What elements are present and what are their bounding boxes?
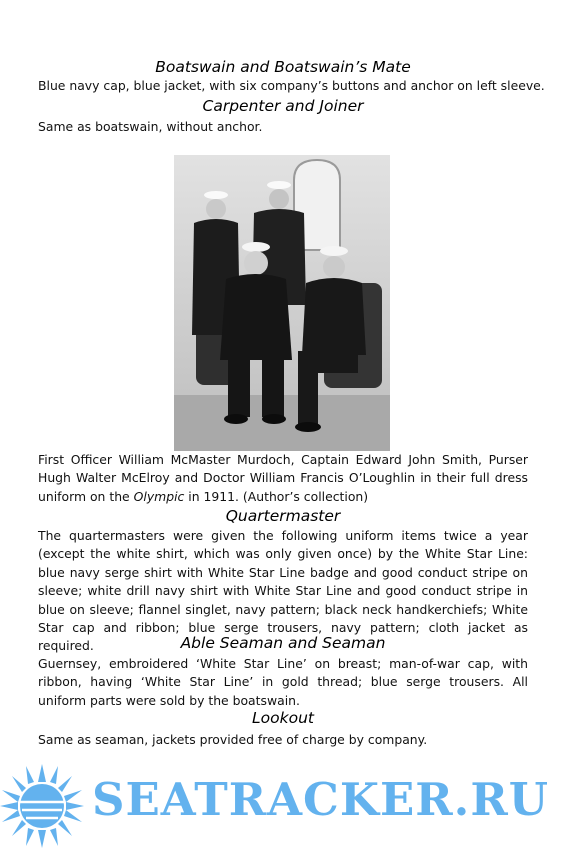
text-lookout: Same as seaman, jackets provided free of charge by company.: [38, 732, 428, 747]
photo-caption: [38, 451, 528, 506]
text-boatswain: Blue navy cap, blue jacket, with six company’s buttons and anchor on left sleeve.: [38, 78, 545, 93]
officers-photograph: [174, 155, 390, 451]
text-quartermaster: The quartermasters were given the following uniform items twice a year (except the white shirt, which was only given once) by the White Star Line: blue navy serge shirt with White Star Line badge and good conduct stripe on sleeve; white drill navy shirt with White Star Line and good conduct stripe in blue on sleeve; flannel singlet, navy pattern; black neck handkerchiefs; White Star cap and ribbon; blue serge trousers, navy pattern; cloth jacket as required.: [38, 528, 528, 654]
heading-boatswain: Boatswain and Boatswain’s Mate: [155, 58, 411, 76]
caption-text-end: in 1911. (Author’s collection): [184, 488, 369, 504]
heading-quartermaster: Quartermaster: [225, 507, 341, 525]
watermark-text: SEATRACKER.RU: [92, 773, 549, 826]
caption-text-start: First Officer William McMaster Murdoch, Captain Edward John Smith, Purser Hugh Walter McElroy and Doctor William Francis O’Loughlin in their full dress uniform on the: [38, 452, 528, 504]
heading-able-seaman: Able Seaman and Seaman: [180, 634, 386, 652]
caption-ship-name: Olympic: [133, 488, 185, 504]
text-carpenter: Same as boatswain, without anchor.: [38, 119, 263, 134]
text-able-seaman: Guernsey, embroidered ‘White Star Line’ on breast; man-of-war cap, with ribbon, having ‘White Star Line’ in gold thread; blue serge trousers. All uniform parts were sold by the boatswain.: [38, 656, 528, 708]
heading-carpenter: Carpenter and Joiner: [202, 97, 364, 115]
heading-lookout: Lookout: [252, 709, 314, 727]
